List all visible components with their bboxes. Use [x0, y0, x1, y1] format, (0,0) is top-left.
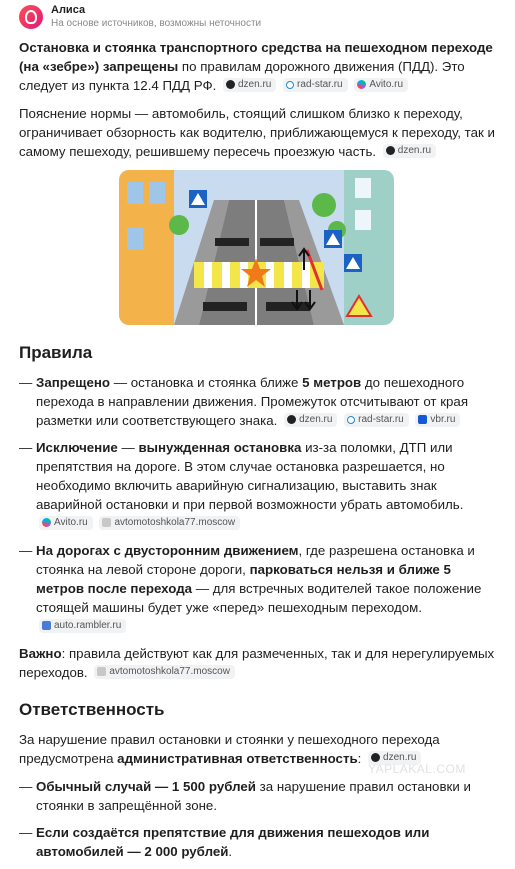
assistant-name: Алиса	[51, 4, 86, 16]
rad-star-icon	[347, 416, 355, 424]
source-chip-dzen[interactable]: dzen.ru	[368, 751, 421, 765]
source-chip-rambler[interactable]: auto.rambler.ru	[39, 619, 126, 633]
source-chip-avtomotoshkola[interactable]: avtomotoshkola77.moscow	[94, 665, 235, 679]
answer-body	[19, 38, 501, 869]
rambler-car-icon	[42, 621, 51, 630]
source-chip-avito[interactable]: Avito.ru	[354, 78, 408, 92]
dzen-icon	[226, 80, 235, 89]
intro-paragraph: Остановка и стоянка транспортного средства на пешеходном переходе (на «зебре») запрещены по правилам дорожного движения (ПДД). Это следует из пункта 12.4 ПДД РФ. dzen.ru rad-star.ru Avito.ru	[19, 40, 493, 93]
source-chip-dzen[interactable]: dzen.ru	[223, 78, 276, 92]
rules-list	[19, 373, 501, 636]
avtomotoshkola-icon	[102, 518, 111, 527]
source-chip-rad-star[interactable]: rad-star.ru	[344, 413, 409, 427]
dzen-icon	[386, 146, 395, 155]
source-chip-rad-star[interactable]: rad-star.ru	[283, 78, 348, 92]
avtomotoshkola-icon	[97, 667, 106, 676]
dzen-icon	[287, 415, 296, 424]
fine-item: — Если создаётся препятствие для движения пешеходов или автомобилей — 2 000 рублей.	[19, 823, 501, 861]
source-chip-vbr[interactable]: vbr.ru	[415, 413, 460, 427]
rad-star-icon	[286, 81, 294, 89]
alice-logo-icon	[19, 5, 43, 29]
liability-intro: За нарушение правил остановки и стоянки у пешеходного перехода предусмотрена административная ответственность: dzen.ru	[19, 732, 440, 766]
source-chip-dzen[interactable]: dzen.ru	[284, 413, 337, 427]
crosswalk-illustration[interactable]	[119, 170, 394, 325]
watermark: YAPLAKAL.COM	[368, 762, 466, 776]
rule-item: — Исключение — вынужденная остановка из-за поломки, ДТП или препятствия на дороге. В этом случае остановка разрешается, но необходимо включить аварийную сигнализацию, выставить знак аварийной остановки и при первой возможности убрать автомобиль. Avito.ru avtomotoshkola77.moscow	[19, 438, 501, 533]
assistant-header	[19, 4, 261, 30]
source-chip-avito[interactable]: Avito.ru	[39, 516, 93, 530]
assistant-disclaimer: На основе источников, возможны неточности	[51, 18, 262, 29]
liability-list	[19, 777, 501, 861]
liability-heading: Ответственность	[19, 700, 165, 719]
rule-item: — Запрещено — остановка и стоянка ближе 5 метров до пешеходного перехода в направлении движения. Промежуток отсчитывают от края разметки или соответствующего знака. dzen.ru rad-star.ru vbr.ru	[19, 373, 501, 430]
rule-item: — На дорогах с двусторонним движением, где разрешена остановка и стоянка на левой стороне дороги, парковаться нельзя и ближе 5 метров после перехода — для встречных водителей такое положение стоящей машины будет уже «перед» пешеходным переходом. auto.rambler.ru	[19, 541, 501, 636]
rules-heading: Правила	[19, 343, 93, 362]
fine-item: — Обычный случай — 1 500 рублей за нарушение правил остановки и стоянки в запрещённой зоне.	[19, 777, 501, 815]
dzen-icon	[371, 753, 380, 762]
avito-icon	[42, 518, 51, 527]
vbr-icon	[418, 415, 427, 424]
avito-icon	[357, 80, 366, 89]
source-chip-dzen[interactable]: dzen.ru	[383, 144, 436, 158]
explanation-paragraph: Пояснение нормы — автомобиль, стоящий слишком близко к переходу, ограничивает обзорность как водителю, приближающемуся к переходу, так и самому пешеходу, решившему пересечь проезжую часть. dzen.ru	[19, 106, 495, 159]
source-chip-avtomotoshkola[interactable]: avtomotoshkola77.moscow	[99, 516, 240, 530]
rules-note: Важно: правила действуют как для размеченных, так и для нерегулируемых переходов. avtomotoshkola77.moscow	[19, 646, 495, 680]
